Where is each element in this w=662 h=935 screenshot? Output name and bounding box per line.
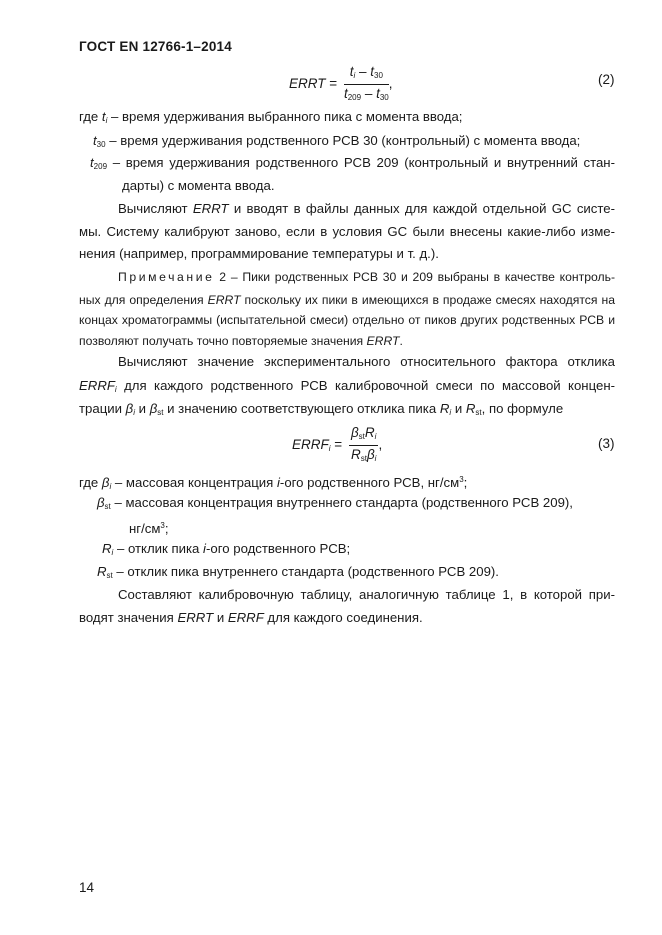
note-label: Примечание <box>118 270 215 284</box>
definition-beta-i: где $\beta_i$ – массовая концентрация i-ого родственного РСВ, $нг/см^3$; <box>79 475 468 491</box>
definition-r-st: $R_{st}$ – отклик пика внутреннего стандарта (родственного РСВ 209). <box>97 564 499 580</box>
paragraph-errt-line-1: Вычисляют ERRT и вводят в файлы данных для каждой отдельной GC систе- <box>118 201 615 216</box>
note-line-3: концах хроматограммы (испытательной смеси) отдельно от пиков других родственных РСВ и <box>79 313 615 327</box>
equation-number-2: (2) <box>598 72 615 87</box>
definition-t209: $t_{209}$ – время удерживания родственного РСВ 209 (контрольный и внутренний стан- <box>90 155 615 171</box>
paragraph-errf-line-2: $ERRF_i$ для каждого родственного РСВ калибровочной смеси по массовой концен- <box>79 378 615 394</box>
definition-beta-st: $\beta_{st}$ – массовая концентрация внутреннего стандарта (родственного РСВ 209), <box>97 495 573 511</box>
paragraph-errf-line-3: трации $\beta_i$ и $\beta_{st}$ и значению соответствующего отклика пика $R_i$ и $R_{st}$, по формуле <box>79 401 564 417</box>
formula-errt: ERRT = $\frac{t_i - t_{30}}{t_{209} - t_{30}}$ , <box>289 64 393 105</box>
document-header: ГОСТ EN 12766-1–2014 <box>79 39 232 54</box>
paragraph-errf-line-1: Вычисляют значение экспериментального относительного фактора отклика <box>118 354 615 369</box>
equation-number-3: (3) <box>598 436 615 451</box>
formula-errf: $ERRF_i$ = $\frac{\beta_{st}R_i}{R_{st}\beta_i}$ , <box>292 425 382 466</box>
formula-errt-denominator: $t_{209} - t_{30}$ <box>343 86 389 102</box>
definition-beta-st-unit: $нг/см^3$; <box>129 521 169 536</box>
paragraph-table-line-1: Составляют калибровочную таблицу, аналогичную таблице 1, в которой при- <box>118 587 615 602</box>
note-line-4: позволяют получать точно повторяемые значения ERRT. <box>79 334 403 348</box>
definition-t30: $t_{30}$ – время удерживания родственного РСВ 30 (контрольный) с момента ввода; <box>93 133 581 149</box>
formula-errt-numerator: $t_i - t_{30}$ <box>344 64 389 85</box>
paragraph-table-line-2: водят значения ERRT и ERRF для каждого соединения. <box>79 610 423 625</box>
definition-t209-cont: дарты) с момента ввода. <box>122 178 275 193</box>
formula-errf-fraction <box>349 425 378 466</box>
note-line-1: Примечание 2 – Пики родственных РСВ 30 и 209 выбраны в качестве контроль- <box>118 270 615 284</box>
formula-errt-fraction <box>344 64 389 105</box>
formula-errf-denominator: $R_{st}\beta_i$ <box>350 447 377 463</box>
definition-r-i: $R_i$ – отклик пика i-ого родственного РСВ; <box>102 541 351 557</box>
formula-errf-numerator: $\beta_{st}R_i$ <box>349 425 378 446</box>
definition-ti: где $t_i$ – время удерживания выбранного пика с момента ввода; <box>79 109 463 125</box>
page-number: 14 <box>79 880 95 895</box>
note-line-2: ных для определения ERRT поскольку их пики в имеющихся в продаже смесях находятся на <box>79 293 615 307</box>
paragraph-errt-line-2: мы. Систему калибруют заново, если в условия GC были внесены какие-либо изме- <box>79 224 615 239</box>
paragraph-errt-line-3: нения (например, программирование температуры и т. д.). <box>79 246 439 261</box>
